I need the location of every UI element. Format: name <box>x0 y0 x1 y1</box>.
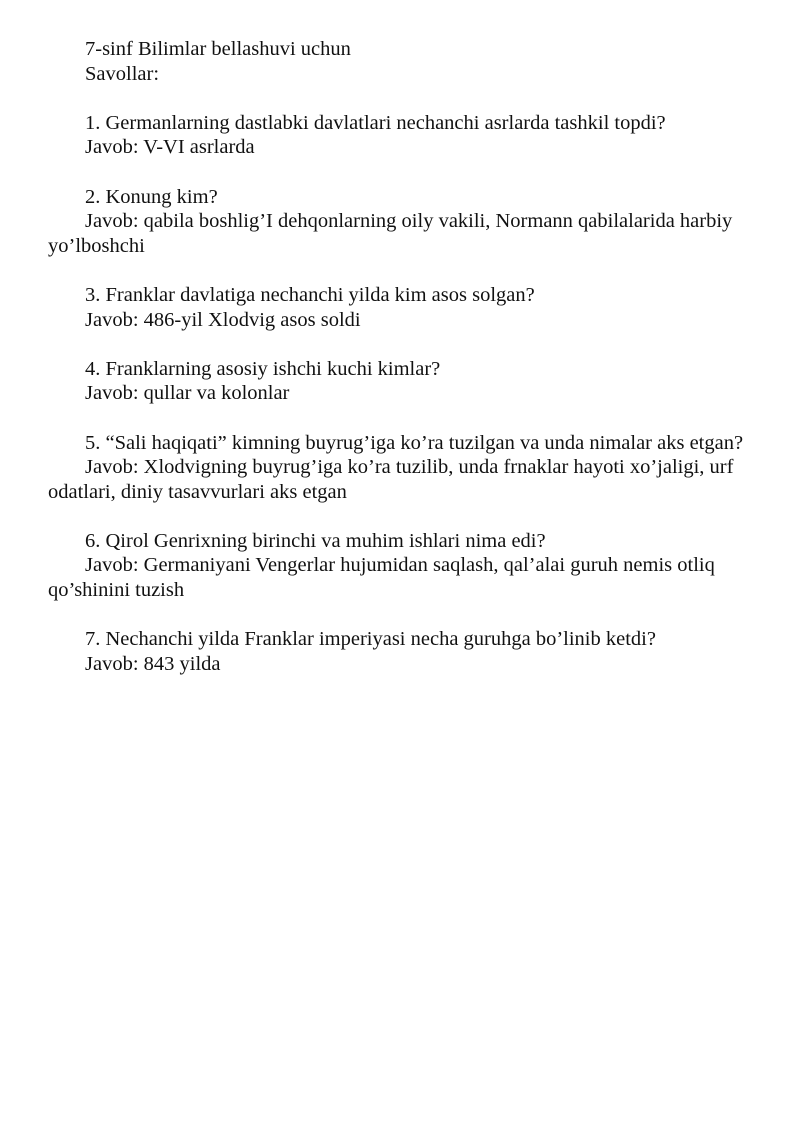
question-text: 7. Nechanchi yilda Franklar imperiyasi necha guruhga bo’linib ketdi? <box>85 628 656 651</box>
spacer <box>48 86 748 111</box>
qa-item-1 <box>48 111 748 160</box>
answer-text: Javob: qullar va kolonlar <box>85 382 290 405</box>
answer-text: Javob: Xlodvigning buyrug’iga ko’ra tuzilib, unda frnaklar hayoti xo’jaligi, urf odatlari, diniy tasavvurlari aks etgan <box>48 456 734 503</box>
questions-heading: Savollar: <box>85 62 160 85</box>
qa-item-2 <box>48 185 748 259</box>
document-body <box>48 37 748 676</box>
qa-item-5 <box>48 431 748 505</box>
qa-item-4 <box>48 357 748 406</box>
spacer <box>48 504 748 529</box>
answer-text: Javob: 486-yil Xlodvig asos soldi <box>85 308 361 331</box>
question-text: 5. “Sali haqiqati” kimning buyrug’iga ko’ra tuzilgan va unda nimalar aks etgan? <box>85 431 744 454</box>
question-text: 4. Franklarning asosiy ishchi kuchi kimlar? <box>85 357 441 380</box>
answer-text: Javob: V-VI asrlarda <box>85 136 255 159</box>
answer-text: Javob: Germaniyani Vengerlar hujumidan saqlash, qal’alai guruh nemis otliq qo’shinini tuzish <box>48 554 715 602</box>
question-text: 6. Qirol Genrixning birinchi va muhim ishlari nima edi? <box>85 529 546 552</box>
question-text: 1. Germanlarning dastlabki davlatlari nechanchi asrlarda tashkil topdi? <box>85 111 666 134</box>
spacer <box>48 332 748 357</box>
qa-item-6 <box>48 529 748 603</box>
spacer <box>48 406 748 431</box>
qa-item-7 <box>48 627 748 676</box>
document-title: 7-sinf Bilimlar bellashuvi uchun <box>85 38 351 60</box>
question-text: 2. Konung kim? <box>85 185 218 208</box>
spacer <box>48 258 748 283</box>
answer-text: Javob: 843 yilda <box>85 652 221 675</box>
qa-item-3 <box>48 283 748 332</box>
spacer <box>48 160 748 185</box>
spacer <box>48 603 748 628</box>
question-text: 3. Franklar davlatiga nechanchi yilda kim asos solgan? <box>85 283 535 306</box>
answer-text: Javob: qabila boshlig’I dehqonlarning oily vakili, Normann qabilalarida harbiy yo’lboshchi <box>48 210 733 257</box>
